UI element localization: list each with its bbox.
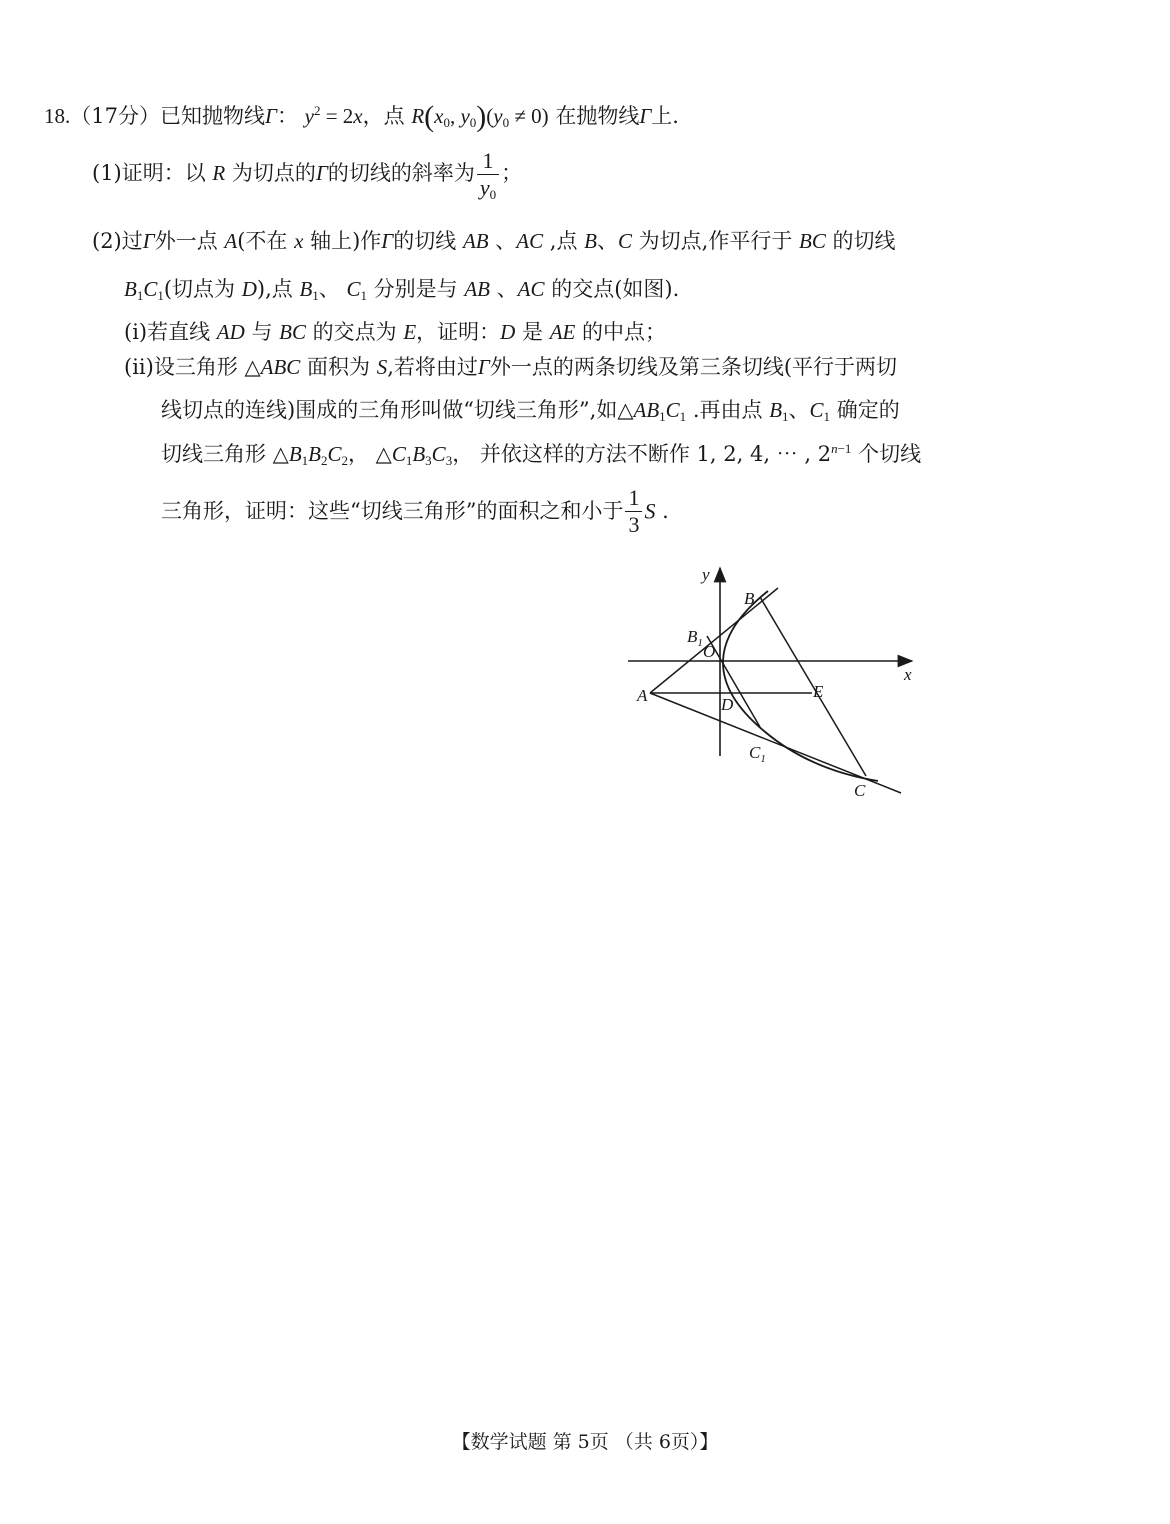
slope-den-y: y xyxy=(479,175,490,200)
l2-a: (切点为 xyxy=(163,277,242,301)
sub-ii-line3 xyxy=(161,441,922,468)
x0: x xyxy=(434,104,444,128)
gamma-symbol-2: Γ xyxy=(639,104,652,128)
sii1-gamma: Γ xyxy=(477,355,490,379)
si-E: E xyxy=(403,320,417,344)
sub-ii-line2 xyxy=(161,398,900,424)
p2-BC: BC xyxy=(799,229,826,253)
p2-x: x xyxy=(294,229,304,253)
l2-C1: C xyxy=(346,277,361,301)
x0-sub: 0 xyxy=(443,115,450,130)
part1-label: (1)证明：以 xyxy=(92,161,213,185)
sii4-a: 三角形，证明：这些“切线三角形”的面积之和小于 xyxy=(161,499,624,523)
si-f: 的中点； xyxy=(575,320,667,344)
sii2-s1: 1 xyxy=(659,409,666,424)
sii3-s1: 1 xyxy=(301,453,309,468)
sii2-b: .再由点 xyxy=(686,398,770,422)
cond-open: ( xyxy=(486,104,494,128)
l2-c: 、 xyxy=(318,277,347,301)
cond-y-sub: 0 xyxy=(502,115,510,130)
p2-c: (不在 xyxy=(237,229,295,253)
si-b: 与 xyxy=(244,320,280,344)
sii3-C3: C xyxy=(431,442,446,466)
cond-y: y xyxy=(493,104,503,128)
sii3-s2: 2 xyxy=(320,453,328,468)
gamma-symbol: Γ xyxy=(264,104,277,128)
third-fraction xyxy=(625,485,642,538)
label-D: D xyxy=(721,695,734,714)
l2-AC: AC xyxy=(517,277,545,301)
p2-b: 外一点 xyxy=(154,229,225,253)
tail-end: 上. xyxy=(651,104,679,128)
l2-s4: 1 xyxy=(360,288,367,303)
l2-C: C xyxy=(143,277,158,301)
question-points: （17分） xyxy=(70,104,160,128)
point-R: R xyxy=(411,104,425,128)
y0: y xyxy=(460,104,470,128)
l2-D: D xyxy=(241,277,257,301)
p2-e: 的切线 xyxy=(393,229,463,253)
sii3-a: 切线三角形 △ xyxy=(161,442,289,466)
page-footer: 【数学试题 第 5页 （共 6页）】 xyxy=(451,1431,719,1453)
p2-A: A xyxy=(224,229,238,253)
sub-ii-line4 xyxy=(161,485,669,538)
sii1-d: 外一点的两条切线及第三条切线(平行于两切 xyxy=(489,355,898,379)
part1-end: ； xyxy=(501,161,523,185)
label-O: O xyxy=(703,642,716,661)
label-C: C xyxy=(854,781,866,800)
sii1-S: S xyxy=(376,355,388,379)
l2-s1: 1 xyxy=(136,288,144,303)
sii3-B1: B xyxy=(288,442,302,466)
slope-numerator: 1 xyxy=(477,148,499,175)
label-C1: $C_1$ xyxy=(749,743,766,765)
eq-y: y xyxy=(304,104,314,128)
l2-s3: 1 xyxy=(312,288,319,303)
tail-text: 在抛物线 xyxy=(548,104,640,128)
intro-text: 已知抛物线 xyxy=(159,104,265,128)
p2-g: ,点 xyxy=(543,229,585,253)
eq-rest: = 2 xyxy=(320,104,354,128)
part1-line xyxy=(92,148,522,201)
sii3-s5: 3 xyxy=(425,453,432,468)
point-text: ，点 xyxy=(362,104,405,128)
sii1-a: (ii)设三角形 △ xyxy=(124,355,261,379)
sii3-s3: 2 xyxy=(341,453,348,468)
parabola-tangent-figure xyxy=(620,560,920,805)
sii3-exp-rest: −1 xyxy=(837,441,852,456)
p2-f: 、 xyxy=(488,229,517,253)
p2-h: 、 xyxy=(596,229,618,253)
y0-sub: 0 xyxy=(469,115,477,130)
part1-gamma: Γ xyxy=(315,161,328,185)
p2-AB: AB xyxy=(462,229,489,253)
slope-den-sub: 0 xyxy=(489,187,497,202)
si-AD: AD xyxy=(216,320,245,344)
si-BC: BC xyxy=(279,320,306,344)
rparen: ) xyxy=(476,100,487,133)
p2-gamma: Γ xyxy=(142,229,155,253)
label-x: x xyxy=(904,665,912,684)
si-d: ，证明： xyxy=(416,320,501,344)
third-numerator: 1 xyxy=(625,485,642,512)
sii2-C: C xyxy=(665,398,680,422)
sii2-s4: 1 xyxy=(823,409,831,424)
l2-e: 、 xyxy=(489,277,518,301)
colon: ： xyxy=(276,104,298,128)
part1-R: R xyxy=(212,161,226,185)
label-y: y xyxy=(702,565,710,584)
question-number: 18. xyxy=(44,104,71,128)
l2-f: 的交点(如图). xyxy=(544,277,680,301)
sii3-B3: B xyxy=(412,442,426,466)
p2-i: 为切点,作平行于 xyxy=(632,229,800,253)
l2-d: 分别是与 xyxy=(366,277,465,301)
sii2-c: 、 xyxy=(788,398,810,422)
lparen: ( xyxy=(424,100,435,133)
sii3-s6: 3 xyxy=(445,453,453,468)
label-B: B xyxy=(744,589,755,608)
tangent-AC xyxy=(650,693,901,793)
sii1-c: ,若将由过 xyxy=(387,355,478,379)
si-a: (i)若直线 xyxy=(124,320,217,344)
third-denominator: 3 xyxy=(628,512,640,537)
p2-a: (2)过 xyxy=(92,229,143,253)
sii3-s4: 1 xyxy=(405,453,413,468)
sii2-d: 确定的 xyxy=(830,398,900,422)
sii3-B2: B xyxy=(308,442,321,466)
p2-j: 的切线 xyxy=(825,229,896,253)
label-A: A xyxy=(637,686,648,705)
sub-i-line xyxy=(124,322,666,343)
p2-B: B xyxy=(584,229,597,253)
label-B1: $B_1$ xyxy=(687,627,703,649)
sii3-C1: C xyxy=(391,442,406,466)
sii3-exp-n: n xyxy=(831,441,838,456)
p2-C: C xyxy=(617,229,632,253)
tangent-AB xyxy=(650,588,778,693)
part2-line2 xyxy=(124,277,680,303)
sii2-s2: 1 xyxy=(679,409,687,424)
sii2-B: B xyxy=(769,398,783,422)
p2-d: 轴上)作 xyxy=(303,229,382,253)
l2-B1: B xyxy=(299,277,313,301)
l2-AB: AB xyxy=(464,277,490,301)
part1-mid: 为切点的 xyxy=(225,161,316,185)
sii2-a: 线切点的连线)围成的三角形叫做“切线三角形”,如△ xyxy=(161,398,634,422)
p2-gamma2: Γ xyxy=(381,229,394,253)
si-D: D xyxy=(500,320,516,344)
sii3-b: ， △ xyxy=(348,442,392,466)
si-AE: AE xyxy=(549,320,576,344)
slope-fraction xyxy=(477,148,499,201)
cond-rest: ≠ 0) xyxy=(509,104,549,128)
eq-power: 2 xyxy=(313,103,321,118)
si-e: 是 xyxy=(515,320,550,344)
sub-ii-line1 xyxy=(124,357,897,378)
sii2-C1: C xyxy=(809,398,824,422)
sii2-AB: AB xyxy=(633,398,660,422)
label-E: E xyxy=(813,682,824,701)
si-c: 的交点为 xyxy=(305,320,404,344)
part1-tail: 的切线的斜率为 xyxy=(327,161,475,185)
sii3-c: ， 并依这样的方法不断作 1, 2, 4, ⋯ , 2 xyxy=(452,442,832,466)
comma: , xyxy=(449,104,461,128)
p2-AC: AC xyxy=(516,229,544,253)
eq-x: x xyxy=(353,104,363,128)
sii1-ABC: ABC xyxy=(260,355,301,379)
question-header xyxy=(44,102,679,132)
l2-b: ),点 xyxy=(256,277,300,301)
part2-line1 xyxy=(92,231,896,252)
sii3-d: 个切线 xyxy=(851,442,922,466)
sii4-S: S xyxy=(644,498,656,524)
l2-B: B xyxy=(124,277,137,301)
l2-s2: 1 xyxy=(157,288,164,303)
sii1-b: 面积为 xyxy=(300,355,377,379)
sii4-end: . xyxy=(655,499,669,523)
slope-denominator xyxy=(477,175,499,201)
sii2-s3: 1 xyxy=(782,409,789,424)
sii3-C2: C xyxy=(327,442,342,466)
